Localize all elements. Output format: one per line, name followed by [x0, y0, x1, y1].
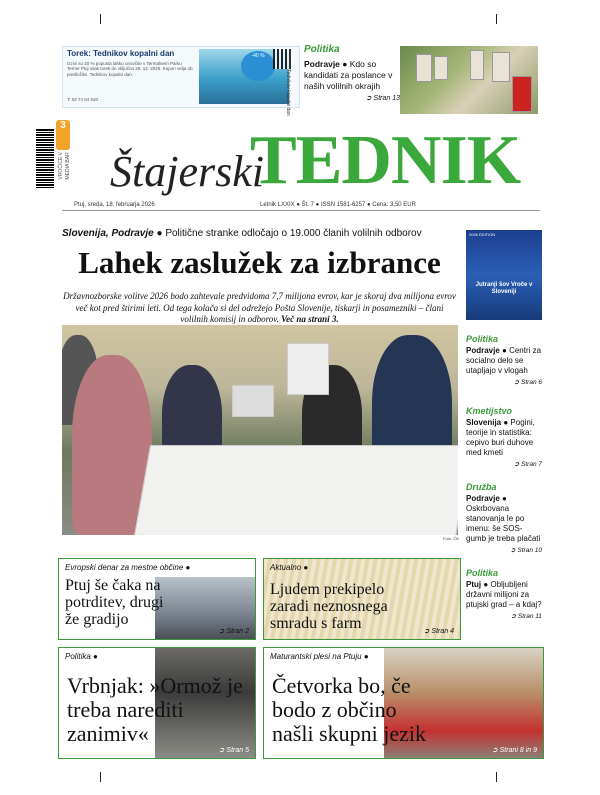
top-article-text: Kdo so kandidati za poslance v naših volilnih okrajih: [304, 59, 393, 91]
lead-kicker: Slovenija, Podravje ● Politične stranke odločajo o 19.000 članih volilnih odborov: [62, 228, 422, 239]
barcode: [36, 128, 54, 188]
tv-ad-top: 2026 EDITION: [469, 232, 496, 237]
lead-text: [62, 291, 457, 326]
tv-ad-text: Jutranji šov Vroče v Sloveniji: [475, 282, 533, 295]
crop-mark: [100, 772, 101, 782]
sidebar-place: Ptuj: [466, 580, 482, 589]
sidebar-ref: Stran 10: [517, 547, 542, 554]
photo-credit: Foto: ČB: [443, 536, 459, 541]
teaser-headline: Ptuj še čaka na potrditev, drugi že gradijo: [65, 577, 164, 628]
top-article-place: Podravje: [304, 59, 340, 69]
sidebar-place: Podravje: [466, 494, 500, 503]
arrow-icon: ➲: [513, 461, 520, 468]
sidebar-ref: Stran 6: [521, 379, 542, 386]
promo-banner[interactable]: [62, 46, 300, 116]
top-article[interactable]: Politika Podravje ● Kdo so kandidati za poslance v naših volilnih okrajih ➲ Stran 13: [304, 44, 400, 102]
teaser-ref: Stran 4: [431, 628, 454, 635]
tv-show-ad[interactable]: [466, 230, 542, 320]
dateline: Ptuj, sreda, 18. februarja 2026: [74, 202, 155, 208]
teaser-section: Aktualno: [270, 563, 302, 572]
sidebar-ref: Stran 11: [517, 613, 542, 620]
lead-photo: [62, 325, 458, 535]
sidebar-text: Oskrbovana stanovanja le po imenu: še SOS-gumb je treba plačati: [466, 504, 541, 543]
vertical-label-2: MEDIA BAR: [65, 152, 71, 180]
teaser-headline: Ljudem prekipelo zaradi neznosnega smradu s farm: [270, 581, 388, 632]
top-article-section: Politika: [304, 44, 340, 55]
sidebar-item[interactable]: Družba Podravje ● Oskrbovana stanovanja le po imenu: še SOS-gumb je treba plačati ➲ Stran 10: [466, 482, 542, 554]
sidebar-item[interactable]: Kmetijstvo Slovenija ● Pogini, teorije in statistika: cepivo buri duhove med kmeti ➲ Stran 7: [466, 406, 542, 468]
issue-info: Letnik LXXIX ● Št. 7 ● ISSN 1581-6257 ● Cena: 3,50 EUR: [260, 202, 416, 208]
sidebar-section: Družba: [466, 482, 497, 492]
teaser-headline: Vrbnjak: »Ormož je treba narediti zanimiv«: [67, 673, 243, 746]
lead-ref[interactable]: Več na strani 3.: [281, 314, 339, 324]
teaser-ref: Stran 5: [226, 747, 249, 754]
arrow-icon: ➲: [491, 747, 498, 754]
promo-body: Izzivi so 40 % popusta lahko unovčite v Termalnem Parku Terme Ptuj vsak torek do vključno 29. 12. 2026. Kupon velja ob predložitvi. Tednikov kopalni dan.: [67, 61, 193, 77]
lead-kicker-text: Politične stranke odločajo o 19.000 članih volilnih odborov: [165, 228, 422, 239]
vertical-label: [58, 152, 71, 180]
sidebar-section: Kmetijstvo: [466, 406, 513, 416]
teaser-box[interactable]: Aktualno ● Ljudem prekipelo zaradi neznosnega smradu s farm ➲ Stran 4: [263, 558, 461, 640]
teaser-section: Evropski denar za mestne občine: [65, 563, 184, 572]
teaser-section: Maturantski plesi na Ptuju: [270, 652, 362, 661]
sidebar-item[interactable]: Politika Ptuj ● Obljubljeni državni milijoni za ptujski grad – a kdaj? ➲ Stran 11: [466, 568, 542, 620]
arrow-icon: ➲: [218, 628, 225, 635]
discount-badge: -40 %: [241, 51, 275, 81]
teaser-box[interactable]: Politika ● Vrbnjak: »Ormož je treba narediti zanimiv« ➲ Stran 5: [58, 647, 256, 759]
crop-mark: [496, 772, 497, 782]
teaser-ref: Strani 8 in 9: [499, 747, 537, 754]
sidebar-place: Podravje: [466, 346, 500, 355]
divider: [62, 210, 540, 211]
lead-headline[interactable]: Lahek zaslužek za izbrance: [78, 245, 441, 280]
masthead-part1: Štajerski: [110, 147, 264, 196]
sidebar-section: Politika: [466, 334, 499, 344]
arrow-icon: ➲: [423, 628, 430, 635]
sidebar-text: Centri za socialno delo se utapljajo v vlogah: [466, 346, 542, 375]
qr-code-icon: [273, 49, 293, 69]
crop-mark: [496, 14, 497, 24]
sidebar-section: Politika: [466, 568, 499, 578]
top-article-ref: Stran 13: [373, 95, 400, 102]
masthead-part2: TEDNIK: [250, 122, 521, 199]
sidebar-ref: Stran 7: [521, 461, 542, 468]
arrow-icon: ➲: [513, 379, 520, 386]
sidebar-text: Obljubljeni državni milijoni za ptujski grad – a kdaj?: [466, 580, 542, 609]
crop-mark: [100, 14, 101, 24]
teaser-headline: Četvorka bo, če bodo z občino našli skupni jezik: [272, 673, 426, 746]
teaser-ref: Stran 2: [226, 628, 249, 635]
barcode-number: [28, 128, 36, 188]
vertical-label-1: VROČICE V: [58, 152, 64, 180]
sidebar-item[interactable]: Politika Podravje ● Centri za socialno delo se utapljajo v vlogah ➲ Stran 6: [466, 334, 542, 386]
lead-place: Slovenija, Podravje: [62, 228, 154, 239]
teaser-box[interactable]: Maturantski plesi na Ptuju ● Četvorka bo, če bodo z občino našli skupni jezik ➲ Strani 8 in 9: [263, 647, 544, 759]
arrow-icon: ➲: [510, 547, 516, 554]
sidebar-text: Pogini, teorije in statistika: cepivo buri duhove med kmeti: [466, 418, 535, 457]
top-article-photo: [400, 46, 538, 114]
lead-body: Državnozborske volitve 2026 bodo zahtevale predvidoma 7,7 milijona evrov, kar je skoraj dva milijona evrov več kot pred štirimi leti. Od tega kolača si del odrežejo Pošta Slovenije, tiskarji in posamezniki – člani volilnih komisij in odborov.: [63, 291, 456, 324]
teaser-section: Politika: [65, 652, 91, 661]
teaser-box[interactable]: Evropski denar za mestne občine ● Ptuj še čaka na potrditev, drugi že gradijo ➲ Stran 2: [58, 558, 256, 640]
arrow-icon: ➲: [510, 613, 517, 620]
promo-title: Torek: Tednikov kopalni dan: [67, 49, 175, 58]
insert-badge: [56, 120, 70, 150]
promo-vertical: Tednikov kopalni dan: [285, 69, 291, 116]
arrow-icon: ➲: [365, 95, 372, 102]
promo-phone: T: 02 74 94 520: [67, 97, 99, 102]
sidebar-place: Slovenija: [466, 418, 502, 427]
arrow-icon: ➲: [218, 747, 225, 754]
insert-badge-number: 3: [60, 120, 66, 131]
